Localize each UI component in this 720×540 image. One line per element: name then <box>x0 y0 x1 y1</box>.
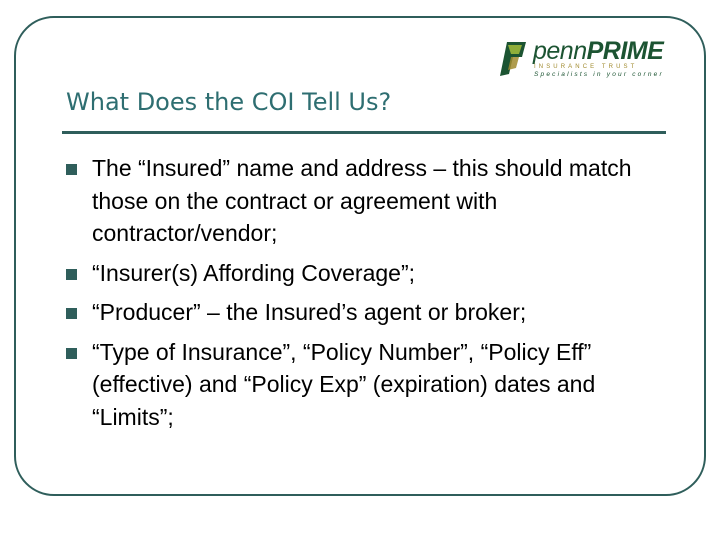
logo-wordmark-prime: PRIME <box>586 37 664 65</box>
bullet-item <box>66 152 666 250</box>
logo-wordmark <box>533 38 663 64</box>
bullet-text: “Insurer(s) Affording Coverage”; <box>92 259 415 286</box>
bullet-text: The “Insured” name and address – this should match those on the contract or agreement with contractor/vendor; <box>92 155 632 246</box>
logo-tagline-insurance-trust: INSURANCE TRUST <box>534 64 638 70</box>
bullet-item <box>66 336 666 434</box>
square-bullet-icon <box>66 164 77 175</box>
bullet-list <box>66 152 666 440</box>
pennprime-logo-mark-icon <box>498 40 528 78</box>
bullet-item <box>66 296 666 329</box>
bullet-text: “Type of Insurance”, “Policy Number”, “Policy Eff” (effective) and “Policy Exp” (expiration) dates and “Limits”; <box>92 338 596 430</box>
bullet-text: “Producer” – the Insured’s agent or broker; <box>92 299 527 325</box>
logo-wordmark-penn: penn <box>533 37 587 65</box>
square-bullet-icon <box>66 308 77 319</box>
title-underline <box>62 131 666 134</box>
slide-title: What Does the COI Tell Us? <box>66 88 392 116</box>
square-bullet-icon <box>66 348 77 359</box>
square-bullet-icon <box>66 269 77 280</box>
bullet-item <box>66 257 666 290</box>
logo-tagline-specialists: Specialists in your corner <box>534 71 664 78</box>
pennprime-logo <box>498 38 688 80</box>
